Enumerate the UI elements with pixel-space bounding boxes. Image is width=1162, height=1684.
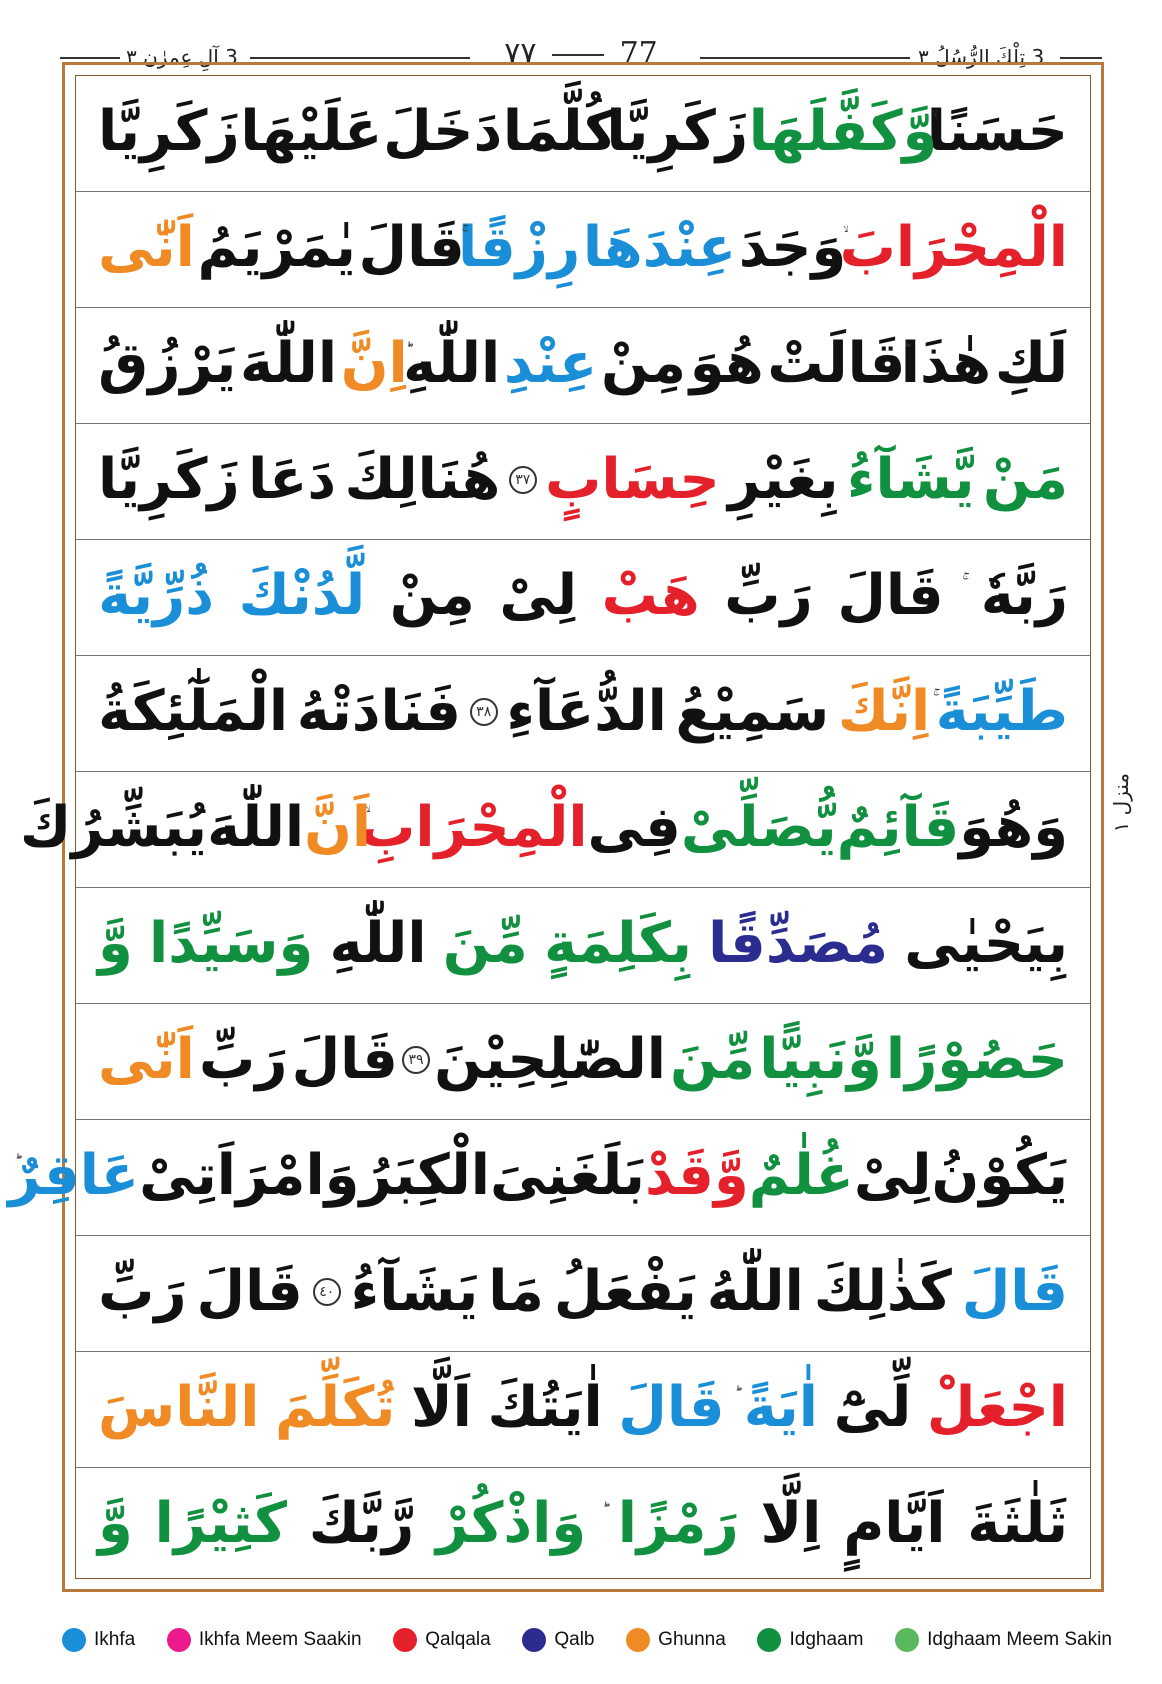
word: كَثِيْرًا: [154, 1491, 287, 1556]
word: وَّ: [98, 1491, 133, 1556]
word: اٰيَتُكَ: [487, 1374, 603, 1440]
page-number-urdu: ٧٧: [504, 36, 537, 71]
legend-dot-icon: [393, 1628, 417, 1652]
word: رَبَّهٗ: [980, 562, 1068, 628]
word: غُلٰمٌ: [748, 1142, 854, 1208]
page-number-latin: 77: [619, 36, 658, 71]
word: الدُّعَآءِ: [506, 678, 667, 744]
word: مُصَدِّقًا: [708, 910, 889, 976]
word: قَالَ: [837, 562, 944, 628]
word: اَلَّا: [410, 1374, 472, 1440]
word: قَآئِمٌ: [836, 794, 960, 860]
word: لَكِ: [994, 330, 1068, 396]
word: لَّدُنْكَ: [238, 562, 366, 628]
legend-item: [757, 1628, 863, 1652]
word: الْمِحْرَابَ: [839, 214, 1068, 280]
legend-label: Idghaam Meem Sakin: [927, 1629, 1112, 1650]
word: عَلَيْهَا: [240, 98, 383, 164]
word: فِى: [587, 794, 681, 860]
word: مَنْ: [982, 446, 1068, 512]
word: اللّٰهَ: [207, 794, 305, 860]
word: ثَلٰثَةَ: [967, 1491, 1068, 1556]
surah-name: 3 آلِ عِمرٰن ٣: [126, 45, 238, 69]
word: يُّصَلِّىْ: [680, 794, 837, 860]
word: اِلَّا: [760, 1491, 822, 1556]
word: زَكَرِيَّا: [98, 446, 240, 512]
word: اِنَّكَ: [837, 678, 931, 744]
word: الْكِبَرُ: [359, 1142, 490, 1208]
text-line: [76, 1468, 1090, 1584]
word: الْمَلٰٓئِكَةُ: [98, 678, 289, 744]
word: طَيِّبَةً: [935, 678, 1068, 744]
word: وَهُوَ: [959, 794, 1068, 860]
word: قَالَ: [961, 1258, 1068, 1324]
word: اجْعَلْ: [926, 1374, 1068, 1440]
ayah-number: ٣٨: [470, 698, 498, 726]
word: هُوَ: [689, 330, 764, 396]
legend-item: [62, 1628, 135, 1652]
ayah-number: ٣٩: [402, 1046, 430, 1074]
page-frame: [8, 62, 1104, 1592]
text-line: [76, 656, 1090, 772]
word: وَّ: [98, 910, 133, 976]
word: بِيَحْيٰى: [904, 910, 1068, 976]
legend-item: [895, 1628, 1112, 1652]
word: وَاذْكُرْ: [435, 1491, 587, 1556]
word: اَنّٰى: [98, 214, 195, 280]
word: مِنْ: [389, 562, 475, 628]
legend-dot-icon: [757, 1628, 781, 1652]
word: بِكَلِمَةٍ: [543, 910, 692, 976]
text-line: [76, 888, 1090, 1004]
word: حِسَابٍ: [545, 446, 720, 512]
word: يَشَآءُ: [350, 1258, 479, 1324]
header-rule: [552, 54, 604, 56]
legend-label: Qalb: [554, 1629, 595, 1650]
legend-dot-icon: [62, 1628, 86, 1652]
word: رَبِّ: [98, 1258, 187, 1324]
word: زَكَرِيَّا: [606, 98, 749, 164]
word: يُبَشِّرُكَ: [20, 794, 208, 860]
word: قَالَ: [358, 214, 465, 280]
word: دَعَا: [248, 446, 337, 512]
word: تُكَلِّمَ: [275, 1374, 396, 1440]
word: يٰمَرْيَمُ: [197, 214, 356, 280]
word: عِنْدَهَا: [582, 214, 737, 280]
word: وَامْرَاَتِىْ: [139, 1142, 360, 1208]
text-line: [76, 1236, 1090, 1352]
word: يَّشَآءُ: [846, 446, 975, 512]
word: قَالَ: [291, 1026, 398, 1092]
legend-label: Ghunna: [658, 1629, 726, 1650]
word: قَالَ: [196, 1258, 303, 1324]
text-line: [8, 1120, 1090, 1236]
word: اٰيَةً: [743, 1374, 818, 1440]
word: يَفْعَلُ: [553, 1258, 697, 1324]
word: وَّقَدْ: [644, 1142, 749, 1208]
ayah-number: ٣٧: [509, 466, 537, 494]
word: حَصُوْرًا: [885, 1026, 1068, 1092]
word: وَجَدَ: [738, 214, 847, 280]
word: وَّنَبِيًّا: [759, 1026, 882, 1092]
word: هَبْ: [601, 562, 700, 628]
word: هٰذَا: [900, 330, 992, 396]
word: رَبِّ: [724, 562, 813, 628]
text-line: [76, 76, 1090, 192]
legend-dot-icon: [626, 1628, 650, 1652]
text-line: [76, 308, 1090, 424]
word: كَذٰلِكَ: [813, 1258, 952, 1324]
word: مَا: [488, 1258, 544, 1324]
word: اللّٰهِ: [403, 330, 501, 396]
word: وَسَيِّدًا: [149, 910, 314, 976]
legend-dot-icon: [167, 1628, 191, 1652]
word: لِىْ: [853, 1142, 932, 1208]
tajweed-legend: [62, 1620, 1112, 1660]
word: اللّٰهُ: [706, 1258, 804, 1324]
word: يَكُوْنُ: [931, 1142, 1068, 1208]
legend-label: Idghaam: [789, 1629, 864, 1650]
header-rule: [700, 57, 910, 59]
text-line: [76, 1352, 1090, 1468]
word: رِزْقًا: [458, 214, 581, 280]
text-line: [20, 772, 1090, 888]
word: الصّٰلِحِيْنَ: [434, 1026, 666, 1092]
word: دَخَلَ: [383, 98, 503, 164]
word: قَالَ: [618, 1374, 725, 1440]
word: لِّىْٓ: [833, 1374, 912, 1440]
legend-label: Ikhfa Meem Saakin: [198, 1629, 362, 1650]
word: اللّٰهَ: [239, 330, 338, 396]
word: سَمِيْعُ: [675, 678, 830, 744]
word: مِّنَ: [670, 1026, 756, 1092]
word: كُلَّمَا: [502, 98, 617, 164]
word: قَالَتْ: [767, 330, 906, 396]
legend-item: [522, 1628, 594, 1652]
legend-label: Qalqala: [425, 1629, 491, 1650]
word: ذُرِّيَّةً: [98, 562, 215, 628]
word: اِنَّ: [340, 330, 408, 396]
word: بِغَيْرِ: [728, 446, 839, 512]
text-line: [76, 1004, 1090, 1120]
manzil-tag: [1104, 748, 1138, 858]
legend-label: Ikhfa: [94, 1629, 136, 1650]
legend-item: [626, 1628, 726, 1652]
word: النَّاسَ: [98, 1374, 260, 1440]
word: مِنْ: [600, 330, 687, 396]
header-rule: [1060, 57, 1102, 59]
legend-item: [167, 1628, 362, 1652]
word: زَكَرِيَّا: [98, 98, 240, 164]
word: اَيَّامٍ: [843, 1491, 946, 1556]
legend-dot-icon: [522, 1628, 546, 1652]
word: رَمْزًا: [617, 1491, 739, 1556]
word: لِىْ: [499, 562, 578, 628]
word: يَرْزُقُ: [98, 330, 237, 396]
word: اَنَّ: [304, 794, 372, 860]
word: عِنْدِ: [503, 330, 598, 396]
word: رَّبَّكَ: [308, 1491, 415, 1556]
word: الْمِحْرَابِ: [359, 794, 588, 860]
ayah-number: ٤٠: [313, 1278, 341, 1306]
word: اللّٰهِ: [329, 910, 427, 976]
word: رَبِّ: [198, 1026, 288, 1092]
manzil-label: منزل ١: [1109, 773, 1133, 833]
text-line: [76, 424, 1090, 540]
text-area: [8, 75, 1091, 1579]
word: هُنَالِكَ: [344, 446, 501, 512]
word: مِّنَ: [442, 910, 528, 976]
word: وَّكَفَّلَهَا: [748, 98, 938, 164]
word: عَاقِرٌ: [8, 1142, 140, 1208]
word: حَسَنًا: [926, 98, 1068, 164]
text-line: [76, 540, 1090, 656]
word: اَنّٰى: [98, 1026, 195, 1092]
text-line: [76, 192, 1090, 308]
word: فَنَادَتْهُ: [296, 678, 462, 744]
juz-name: 3 تِلْكَ الرُّسُلُ ٣: [918, 45, 1045, 69]
legend-dot-icon: [895, 1628, 919, 1652]
legend-item: [393, 1628, 491, 1652]
word: بَلَغَنِىَ: [489, 1142, 645, 1208]
